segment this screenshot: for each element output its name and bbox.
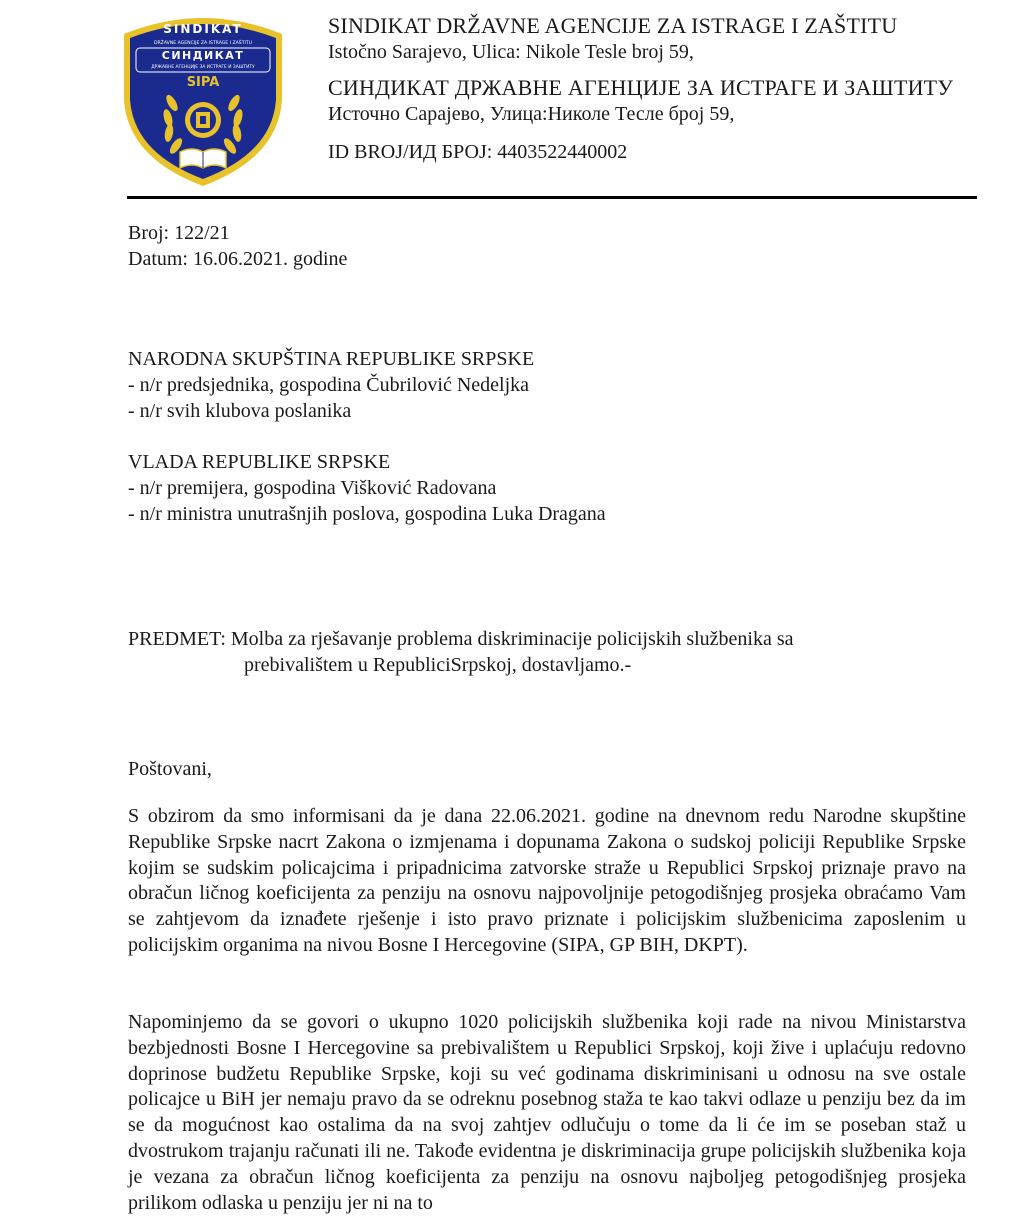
logo-text-small-1: DRŽAVNE AGENCIJE ZA ISTRAGE I ZAŠTITU [153,41,253,46]
logo-emblem [185,102,221,138]
recipient-line: - n/r predsjednika, gospodina Čubrilović Nedeljka [128,374,530,396]
document-number: Broj: 122/21 [128,222,230,244]
logo-text-small-2: ДРЖАВНЕ АГЕНЦИЈЕ ЗА ИСТРАГЕ И ЗАШТИТУ [151,65,255,70]
logo-text-mid: СИНДИКАТ [161,49,245,62]
logo-text-top: SINDIKAT [163,22,243,36]
body-paragraph-2: Napominjemo da se govori o ukupno 1020 policijskih službenika koji rade na nivou Ministarstva bezbjednosti Bosne I Hercegovine sa prebivalištem u Republici Srpskoj, koji žive i uplaćuju redovno doprinose budžetu Republike Srpske, koji su već godinama diskriminisani u odnosu na sve ostale policajce u BiH jer nemaju pravo da se odreknu posebnog staža te kao takvi odlaze u penziju bez da im se da mogućnost kao ostalima da na svoj zahtjev odlučuju o tome da li će im se poseban staž u dvostrukom trajanju računati ili ne. Takođe evidentna je diskriminacija grupe policijskih službenika koja je vezana za obračun ličnog koeficijenta za penziju na osnovu najboljeg petogodišnjeg prosjeka prilikom odlaska u penziju jer ni na to [128,1011,966,1214]
document-meta [128,220,347,272]
recipient-line: - n/r ministra unutrašnjih poslova, gospodina Luka Dragana [128,503,606,525]
recipient-line: - n/r premijera, gospodina Višković Radovana [128,477,497,499]
subject-line-1: PREDMET: Molba za rješavanje problema diskriminacije policijskih službenika sa [128,628,794,650]
recipient-name: NARODNA SKUPŠTINA REPUBLIKE SRPSKE [128,348,535,370]
logo-badge-text: SIPA [186,75,220,90]
union-logo [112,8,294,190]
recipient-line: - n/r svih klubova poslanika [128,400,352,422]
org-address-latin: Istočno Sarajevo, Ulica: Nikole Tesle broj 59, [328,41,694,63]
salutation: Poštovani, [128,758,212,780]
document-date: Datum: 16.06.2021. godine [128,248,348,270]
body-paragraph-1: S obzirom da smo informisani da je dana 22.06.2021. godine na dnevnom redu Narodne skupštine Republike Srpske nacrt Zakona o izmjenama i dopunama Zakona o sudskoj policiji Republike Srpske kojim se sudskim policajcima i pripadnicima zatvorske straže u Republici Srpskoj priznaje pravo na obračun ličnog koeficijenta za penziju na osnovu najpovoljnije petogodišnjeg prosjeka obraćamo Vam se zahtjevom da iznađete rješenje i isto pravo priznate i policijskim službenicima zaposlenim u policijskim organima na nivou Bosne I Hercegovine (SIPA, GP BIH, DKPT). [128,805,966,956]
header-divider [127,196,977,199]
subject [128,626,794,678]
letterhead [0,0,1024,200]
org-title-latin: SINDIKAT DRŽAVNE AGENCIJE ZA ISTRAGE I ZAŠTITU [328,13,898,38]
org-address-cyrillic: Источно Сарајево, Улица:Николе Тесле број 59, [328,103,735,125]
recipient-government [128,449,606,527]
recipient-assembly [128,346,534,424]
letterhead-text [328,13,988,165]
org-id-number: ID BROJ/ИД БРОЈ: 4403522440002 [328,141,628,163]
subject-line-2: prebivalištem u RepubliciSrpskoj, dostavljamo.- [244,654,632,676]
recipient-name: VLADA REPUBLIKE SRPSKE [128,451,391,473]
org-title-cyrillic: СИНДИКАТ ДРЖАВНЕ АГЕНЦИЈЕ ЗА ИСТРАГЕ И ЗАШТИТУ [328,75,954,100]
